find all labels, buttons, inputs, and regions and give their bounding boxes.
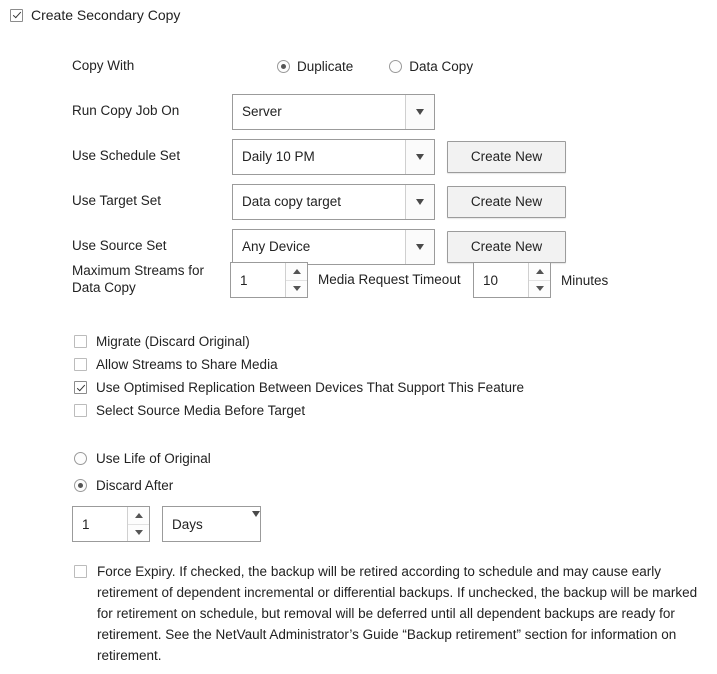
discard-after-amount-value[interactable]: 1 <box>82 516 90 532</box>
media-request-timeout-unit: Minutes <box>561 272 609 288</box>
max-streams-decrement-button[interactable] <box>286 281 307 298</box>
create-new-target-set-button[interactable]: Create New <box>447 186 566 218</box>
copy-with-data-copy-radio[interactable] <box>389 60 402 73</box>
force-expiry-checkbox[interactable] <box>74 565 87 578</box>
use-target-set-label: Use Target Set <box>72 193 162 209</box>
media-request-timeout-value[interactable]: 10 <box>483 272 499 288</box>
use-schedule-set-dropdown-arrow[interactable] <box>405 140 434 174</box>
chevron-down-icon <box>416 244 424 250</box>
create-secondary-copy-label: Create Secondary Copy <box>31 7 181 23</box>
chevron-down-icon <box>416 109 424 115</box>
copy-with-label: Copy With <box>72 58 135 74</box>
use-target-set-value: Data copy target <box>242 194 342 209</box>
caret-down-icon <box>135 530 143 535</box>
chevron-down-icon <box>252 511 260 532</box>
discard-after-unit-select[interactable] <box>162 506 261 542</box>
use-source-set-value: Any Device <box>242 239 311 254</box>
option-optimised-replication-row[interactable] <box>74 376 524 399</box>
option-select-source-media-checkbox[interactable] <box>74 404 87 417</box>
max-streams-value[interactable]: 1 <box>240 272 248 288</box>
option-optimised-replication-label: Use Optimised Replication Between Devices That Support This Feature <box>96 380 524 395</box>
use-target-set-row <box>72 179 566 224</box>
discard-after-controls <box>72 506 261 542</box>
discard-after-label: Discard After <box>96 478 174 493</box>
use-schedule-set-select[interactable] <box>232 139 435 175</box>
create-new-schedule-set-button[interactable]: Create New <box>447 141 566 173</box>
use-target-set-select[interactable] <box>232 184 435 220</box>
max-streams-stepper-buttons <box>285 263 307 297</box>
option-allow-streams-share-media-row[interactable] <box>74 353 524 376</box>
option-select-source-media-label: Select Source Media Before Target <box>96 403 306 418</box>
discard-after-unit-value: Days <box>172 516 203 532</box>
option-select-source-media-row[interactable] <box>74 399 524 422</box>
discard-after-decrement-button[interactable] <box>128 525 149 542</box>
streams-and-timeout-row <box>72 262 608 298</box>
retirement-radio-group <box>74 445 211 499</box>
option-migrate-label: Migrate (Discard Original) <box>96 334 250 349</box>
use-schedule-set-label: Use Schedule Set <box>72 148 181 164</box>
media-request-timeout-label: Media Request Timeout <box>318 271 461 287</box>
use-life-of-original-label: Use Life of Original <box>96 451 211 466</box>
max-streams-increment-button[interactable] <box>286 263 307 281</box>
use-source-set-dropdown-arrow[interactable] <box>405 230 434 264</box>
secondary-copy-form <box>72 44 566 269</box>
discard-after-row[interactable] <box>74 472 211 499</box>
option-optimised-replication-checkbox[interactable] <box>74 381 87 394</box>
media-request-timeout-stepper-buttons <box>528 263 550 297</box>
use-schedule-set-row <box>72 134 566 179</box>
caret-up-icon <box>536 269 544 274</box>
max-streams-label: Maximum Streams for Data Copy <box>72 263 205 295</box>
use-life-of-original-radio[interactable] <box>74 452 87 465</box>
create-new-source-set-button[interactable]: Create New <box>447 231 566 263</box>
copy-with-radio-group <box>234 59 473 74</box>
option-allow-streams-share-media-checkbox[interactable] <box>74 358 87 371</box>
create-secondary-copy-checkbox[interactable] <box>10 9 23 22</box>
use-life-of-original-row[interactable] <box>74 445 211 472</box>
use-target-set-dropdown-arrow[interactable] <box>405 185 434 219</box>
discard-after-unit-dropdown-arrow[interactable] <box>252 517 260 532</box>
force-expiry-row[interactable] <box>74 562 700 667</box>
media-request-timeout-increment-button[interactable] <box>529 263 550 281</box>
caret-down-icon <box>536 286 544 291</box>
use-source-set-select[interactable] <box>232 229 435 265</box>
caret-down-icon <box>293 286 301 291</box>
run-copy-job-on-row <box>72 89 566 134</box>
run-copy-job-on-value: Server <box>242 104 282 119</box>
chevron-down-icon <box>416 154 424 160</box>
use-schedule-set-value: Daily 10 PM <box>242 149 315 164</box>
copy-with-duplicate-radio[interactable] <box>277 60 290 73</box>
discard-after-radio[interactable] <box>74 479 87 492</box>
force-expiry-description: Force Expiry. If checked, the backup will be retired according to schedule and may cause early retirement of dependent incremental or differential backups. If unchecked, the backup will be marked for retirement on schedule, but removal will be deferred until all dependent backups are ready for retirement. See the NetVault Administrator’s Guide “Backup retirement” section for information on retirement. <box>97 564 698 663</box>
copy-with-duplicate-label[interactable]: Duplicate <box>297 59 354 74</box>
max-streams-stepper[interactable] <box>230 262 308 298</box>
media-request-timeout-decrement-button[interactable] <box>529 281 550 298</box>
create-secondary-copy-row[interactable] <box>0 0 717 23</box>
use-source-set-label: Use Source Set <box>72 238 167 254</box>
caret-up-icon <box>135 513 143 518</box>
run-copy-job-on-dropdown-arrow[interactable] <box>405 95 434 129</box>
discard-after-stepper-buttons <box>127 507 149 541</box>
option-allow-streams-share-media-label: Allow Streams to Share Media <box>96 357 278 372</box>
copy-with-row <box>72 44 566 89</box>
discard-after-amount-stepper[interactable] <box>72 506 150 542</box>
copy-with-data-copy-label[interactable]: Data Copy <box>409 59 474 74</box>
run-copy-job-on-label: Run Copy Job On <box>72 103 180 119</box>
option-migrate-row[interactable] <box>74 330 524 353</box>
run-copy-job-on-select[interactable] <box>232 94 435 130</box>
caret-up-icon <box>293 269 301 274</box>
media-request-timeout-stepper[interactable] <box>473 262 551 298</box>
secondary-copy-options-list <box>74 330 524 422</box>
discard-after-increment-button[interactable] <box>128 507 149 525</box>
option-migrate-checkbox[interactable] <box>74 335 87 348</box>
chevron-down-icon <box>416 199 424 205</box>
